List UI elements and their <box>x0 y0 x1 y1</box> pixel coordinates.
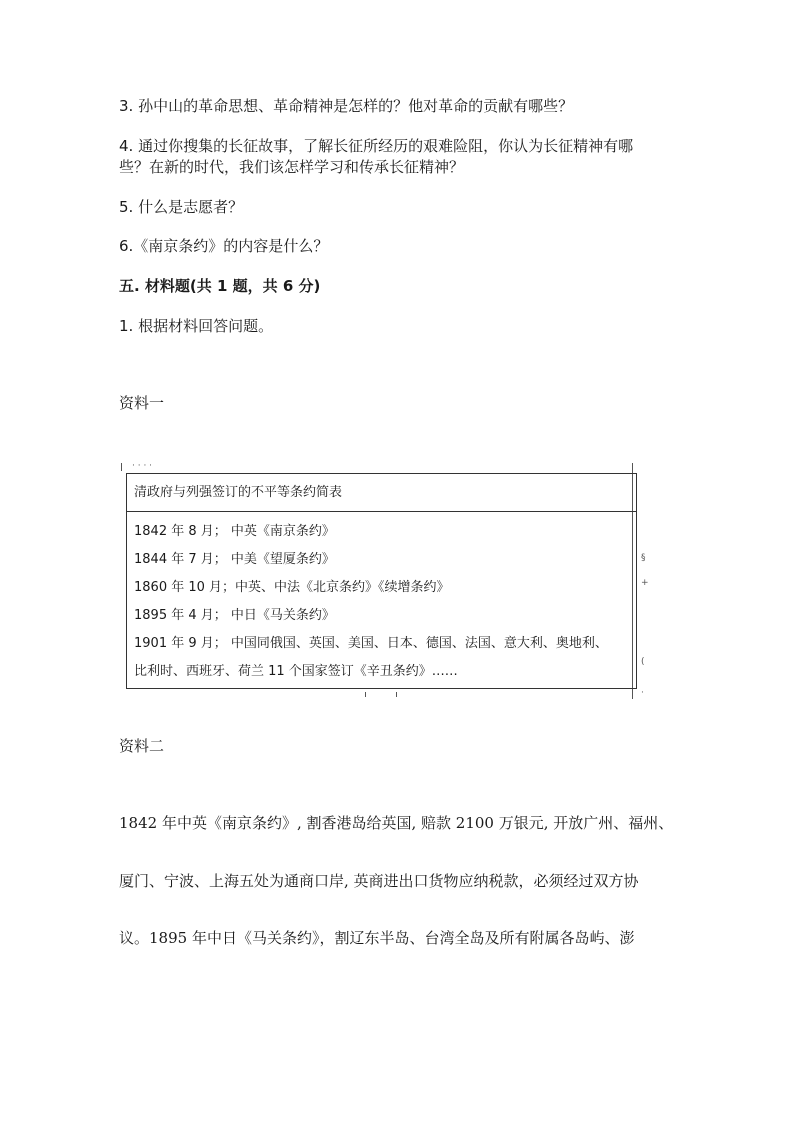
treaty-row: 比利时、西班牙、荷兰 11 个国家签订《辛丑条约》…… <box>134 664 458 679</box>
treaty-table <box>126 473 637 689</box>
treaty-row: 1844 年 7 月； 中美《望厦条约》 <box>134 552 335 567</box>
material-question-1: 1. 根据材料回答问题。 <box>119 317 274 335</box>
material-2-line-3: 议。1895 年中日《马关条约》，割辽东半岛、台湾全岛及所有附属各岛屿、澎 <box>119 929 635 947</box>
treaty-table-title: 清政府与列强签订的不平等条约简表 <box>127 474 636 512</box>
scan-artifact-mark: § <box>641 553 646 563</box>
scan-artifact-mark: + <box>641 578 649 588</box>
treaty-table-rows <box>134 518 608 686</box>
material-2-line-1: 1842 年中英《南京条约》, 割香港岛给英国, 赔款 2100 万银元, 开放广州、福州、 <box>119 814 674 832</box>
scan-artifact-mark: ( <box>641 657 645 667</box>
treaty-row: 1842 年 8 月； 中英《南京条约》 <box>134 524 335 539</box>
section-heading: 五. 材料题(共 1 题，共 6 分) <box>119 277 321 295</box>
scan-artifact <box>121 463 122 471</box>
scan-artifact <box>396 692 397 697</box>
question-4-line-1: 4. 通过你搜集的长征故事，了解长征所经历的艰难险阻，你认为长征精神有哪 <box>119 137 634 155</box>
material-2-label: 资料二 <box>119 737 165 755</box>
scan-artifact-mark: · <box>641 688 644 698</box>
question-3: 3. 孙中山的革命思想、革命精神是怎样的？他对革命的贡献有哪些？ <box>119 97 574 115</box>
material-2-line-2: 厦门、宁波、上海五处为通商口岸, 英商进出口货物应纳税款，必须经过双方协 <box>119 872 639 890</box>
material-1-label: 资料一 <box>119 394 165 412</box>
question-6: 6.《南京条约》的内容是什么？ <box>119 237 329 255</box>
treaty-row: 1860 年 10 月；中英、中法《北京条约》《续增条约》 <box>134 580 450 595</box>
question-5: 5. 什么是志愿者？ <box>119 198 244 216</box>
scan-artifact-dots: · · · · <box>132 461 153 471</box>
question-4-line-2: 些？在新的时代，我们该怎样学习和传承长征精神？ <box>119 158 465 176</box>
scan-artifact <box>365 692 366 697</box>
treaty-row: 1895 年 4 月； 中日《马关条约》 <box>134 608 335 623</box>
treaty-row: 1901 年 9 月； 中国同俄国、英国、美国、日本、德国、法国、意大利、奥地利、 <box>134 636 608 651</box>
